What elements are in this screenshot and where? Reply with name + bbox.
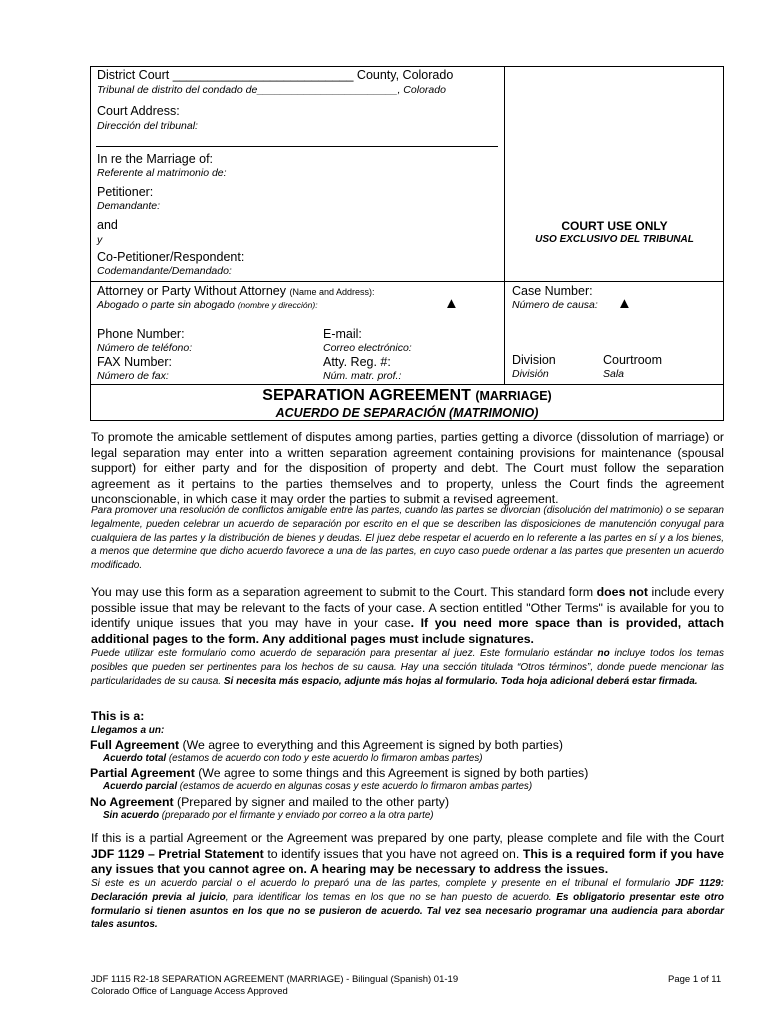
option-full-text-es: (estamos de acuerdo con todo y este acuerdo lo firmaron ambas partes) bbox=[166, 753, 483, 764]
intro-paragraph: To promote the amicable settlement of disputes among parties, parties getting a divorce (dissolution of marriage) or legal separation may enter into a written separation agreement containing provisions for maintenance (spousal support) for either party and for the disposition of property and debt. The Court must follow the separation agreement as it pertains to the parties themselves and to property, unless the Court finds the agreement unconscionable, in which case it may order the parties to submit a revised agreement. bbox=[91, 430, 724, 507]
usage-es-no: no bbox=[597, 648, 610, 659]
petitioner-label: Petitioner: bbox=[97, 185, 154, 199]
fax-label: FAX Number: bbox=[97, 355, 173, 369]
footer-page-number: Page 1 of 11 bbox=[668, 974, 722, 985]
court-address-label: Court Address: bbox=[97, 104, 180, 118]
option-full-agreement-es bbox=[103, 752, 483, 765]
option-no-title-es: Sin acuerdo bbox=[103, 810, 160, 821]
email-label: E-mail: bbox=[323, 327, 362, 341]
option-partial-title: Partial Agreement bbox=[90, 766, 195, 780]
attorney-label-es-small: (nombre y dirección): bbox=[237, 300, 318, 310]
division-label: Division bbox=[512, 353, 556, 367]
case-number-triangle-icon: ▲ bbox=[617, 295, 632, 312]
atty-reg-label-es: Núm. matr. prof.: bbox=[323, 370, 402, 382]
option-partial-text-es: (estamos de acuerdo en algunas cosas y este acuerdo lo firmaron ambas partes) bbox=[177, 781, 533, 792]
document-title bbox=[90, 386, 724, 421]
option-partial-agreement[interactable] bbox=[90, 766, 588, 781]
district-court-label: District Court __________________________ County, Colorado bbox=[97, 68, 454, 82]
attorney-label bbox=[97, 284, 375, 300]
footer-approval: Colorado Office of Language Access Approved bbox=[91, 986, 288, 997]
option-partial-title-es: Acuerdo parcial bbox=[103, 781, 178, 792]
option-full-text: (We agree to everything and this Agreement is signed by both parties) bbox=[179, 738, 563, 752]
option-full-agreement[interactable] bbox=[90, 738, 563, 753]
document-title-es: ACUERDO DE SEPARACIÓN (MATRIMONIO) bbox=[275, 406, 539, 420]
courtroom-label-es: Sala bbox=[603, 368, 625, 380]
usage-more-space: . If you need more space than is provided, attach additional pages to the form. Any additional pages must include signatures. bbox=[91, 616, 724, 646]
option-partial-text: (We agree to some things and this Agreement is signed by both parties) bbox=[194, 766, 589, 780]
attorney-label-main: Attorney or Party Without Attorney bbox=[97, 284, 286, 298]
partial-es-jdf-1129: JDF 1129: Declaración previa al juicio bbox=[91, 878, 724, 903]
atty-reg-label: Atty. Reg. #: bbox=[323, 355, 391, 369]
intro-paragraph-es: Para promover una resolución de conflictos amigable entre las partes, cuando las partes se divorcian (disolución del matrimonio) o se separan legalmente, pueden celebrar un acuerdo de separación por escrito en el que se describen las disposiciones de manutención conyugal para cualquiera de las partes y la distribución de bienes y deudas. El juez debe respetar el acuerdo en lo referente a las partes en sí y a los bienes, a menos que determine que dicho acuerdo favorece a una de las partes, en cuyo caso puede ordenar a las partes que presenten un acuerdo modificado. bbox=[91, 505, 724, 572]
fax-label-es: Número de fax: bbox=[97, 370, 169, 382]
case-number-label-es: Número de causa: bbox=[512, 299, 598, 311]
court-use-only bbox=[505, 219, 724, 247]
option-no-title: No Agreement bbox=[90, 795, 174, 809]
usage-paragraph-es bbox=[91, 647, 724, 688]
footer-form-id: JDF 1115 R2-18 SEPARATION AGREEMENT (MARRIAGE) - Bilingual (Spanish) 01-19 bbox=[91, 974, 459, 985]
partial-es-text-1: Si este es un acuerdo parcial o el acuerdo lo preparó una de las partes, complete y presente en el tribunal el formulario bbox=[91, 878, 676, 889]
partial-text-2: to identify issues that you have not agreed on. bbox=[263, 846, 523, 861]
court-use-only-label: COURT USE ONLY bbox=[561, 219, 668, 233]
usage-es-text-1: Puede utilizar este formulario como acuerdo de separación para presentar al juez. Este formulario estándar bbox=[91, 648, 598, 659]
usage-paragraph bbox=[91, 585, 724, 647]
phone-label: Phone Number: bbox=[97, 327, 185, 341]
option-no-text: (Prepared by signer and mailed to the other party) bbox=[173, 795, 450, 809]
caption-divider-title bbox=[90, 384, 724, 385]
partial-required: This is a required form if you have any issues that you cannot agree on. A hearing may be necessary to address the issues. bbox=[91, 846, 724, 877]
petitioner-label-es: Demandante: bbox=[97, 200, 161, 212]
usage-text-2: include every possible issue that may be relevant to the facts of your case. A section entitled "Other Terms" is available for you to identify unique issues that you may have in your case bbox=[91, 585, 724, 631]
document-title-paren: (MARRIAGE) bbox=[475, 389, 552, 403]
this-is-a-label: This is a: bbox=[91, 709, 145, 723]
courtroom-label: Courtroom bbox=[603, 353, 663, 367]
attorney-label-es-main: Abogado o parte sin abogado bbox=[97, 299, 235, 311]
partial-agreement-paragraph-es bbox=[91, 877, 724, 932]
and-label-es: y bbox=[97, 234, 103, 246]
this-is-a-label-es: Llegamos a un: bbox=[91, 725, 165, 736]
court-use-only-label-es: USO EXCLUSIVO DEL TRIBUNAL bbox=[535, 234, 694, 245]
email-label-es: Correo electrónico: bbox=[323, 342, 412, 354]
option-full-title: Full Agreement bbox=[90, 738, 180, 752]
option-partial-agreement-es bbox=[103, 780, 532, 793]
attorney-label-es bbox=[97, 299, 318, 312]
partial-text-1: If this is a partial Agreement or the Agreement was prepared by one party, please complete and file with the Court bbox=[91, 831, 724, 845]
usage-text-1: You may use this form as a separation agreement to submit to the Court. This standard form bbox=[91, 585, 597, 599]
co-petitioner-label-es: Codemandante/Demandado: bbox=[97, 265, 232, 277]
partial-es-text-2: , para identificar los temas en los que no se han puesto de acuerdo. bbox=[225, 891, 557, 903]
partial-agreement-paragraph bbox=[91, 831, 724, 878]
triangle-up-icon: ▲ bbox=[444, 295, 459, 312]
partial-jdf-1129: JDF 1129 – Pretrial Statement bbox=[91, 846, 264, 861]
option-no-agreement-es bbox=[103, 809, 434, 822]
document-title-main: SEPARATION AGREEMENT bbox=[262, 387, 471, 404]
co-petitioner-label: Co-Petitioner/Respondent: bbox=[97, 250, 245, 264]
and-label: and bbox=[97, 218, 118, 232]
partial-es-required: Es obligatorio presentar este otro formulario si tienen asuntos en los que no se pusieron de acuerdo. Tal vez sea necesario programar una audiencia para abordar tales asuntos. bbox=[91, 891, 724, 931]
case-number-label: Case Number: bbox=[512, 284, 593, 298]
phone-label-es: Número de teléfono: bbox=[97, 342, 193, 354]
option-no-agreement[interactable] bbox=[90, 795, 449, 810]
usage-es-text-2: incluye todos los temas posibles que pueden ser pertinentes para los hechos de su causa. Hay una sección titulada “Otros términos”, donde puede mencionar las particularidades de su causa. bbox=[91, 648, 724, 687]
usage-es-more-space: Si necesita más espacio, adjunte más hojas al formulario. Toda hoja adicional deberá estar firmada. bbox=[223, 675, 698, 687]
attorney-label-small: (Name and Address): bbox=[289, 287, 375, 297]
court-address-underline bbox=[96, 146, 498, 147]
in-re-label-es: Referente al matrimonio de: bbox=[97, 167, 227, 179]
usage-does-not: does not bbox=[596, 585, 648, 599]
division-label-es: División bbox=[512, 368, 549, 380]
district-court-label-es: Tribunal de distrito del condado de________________________, Colorado bbox=[97, 84, 446, 96]
caption-divider-attorney bbox=[90, 281, 724, 282]
court-address-label-es: Dirección del tribunal: bbox=[97, 120, 198, 132]
option-no-text-es: (preparado por el firmante y enviado por correo a la otra parte) bbox=[159, 810, 434, 821]
in-re-label: In re the Marriage of: bbox=[97, 152, 214, 166]
option-full-title-es: Acuerdo total bbox=[103, 753, 167, 764]
